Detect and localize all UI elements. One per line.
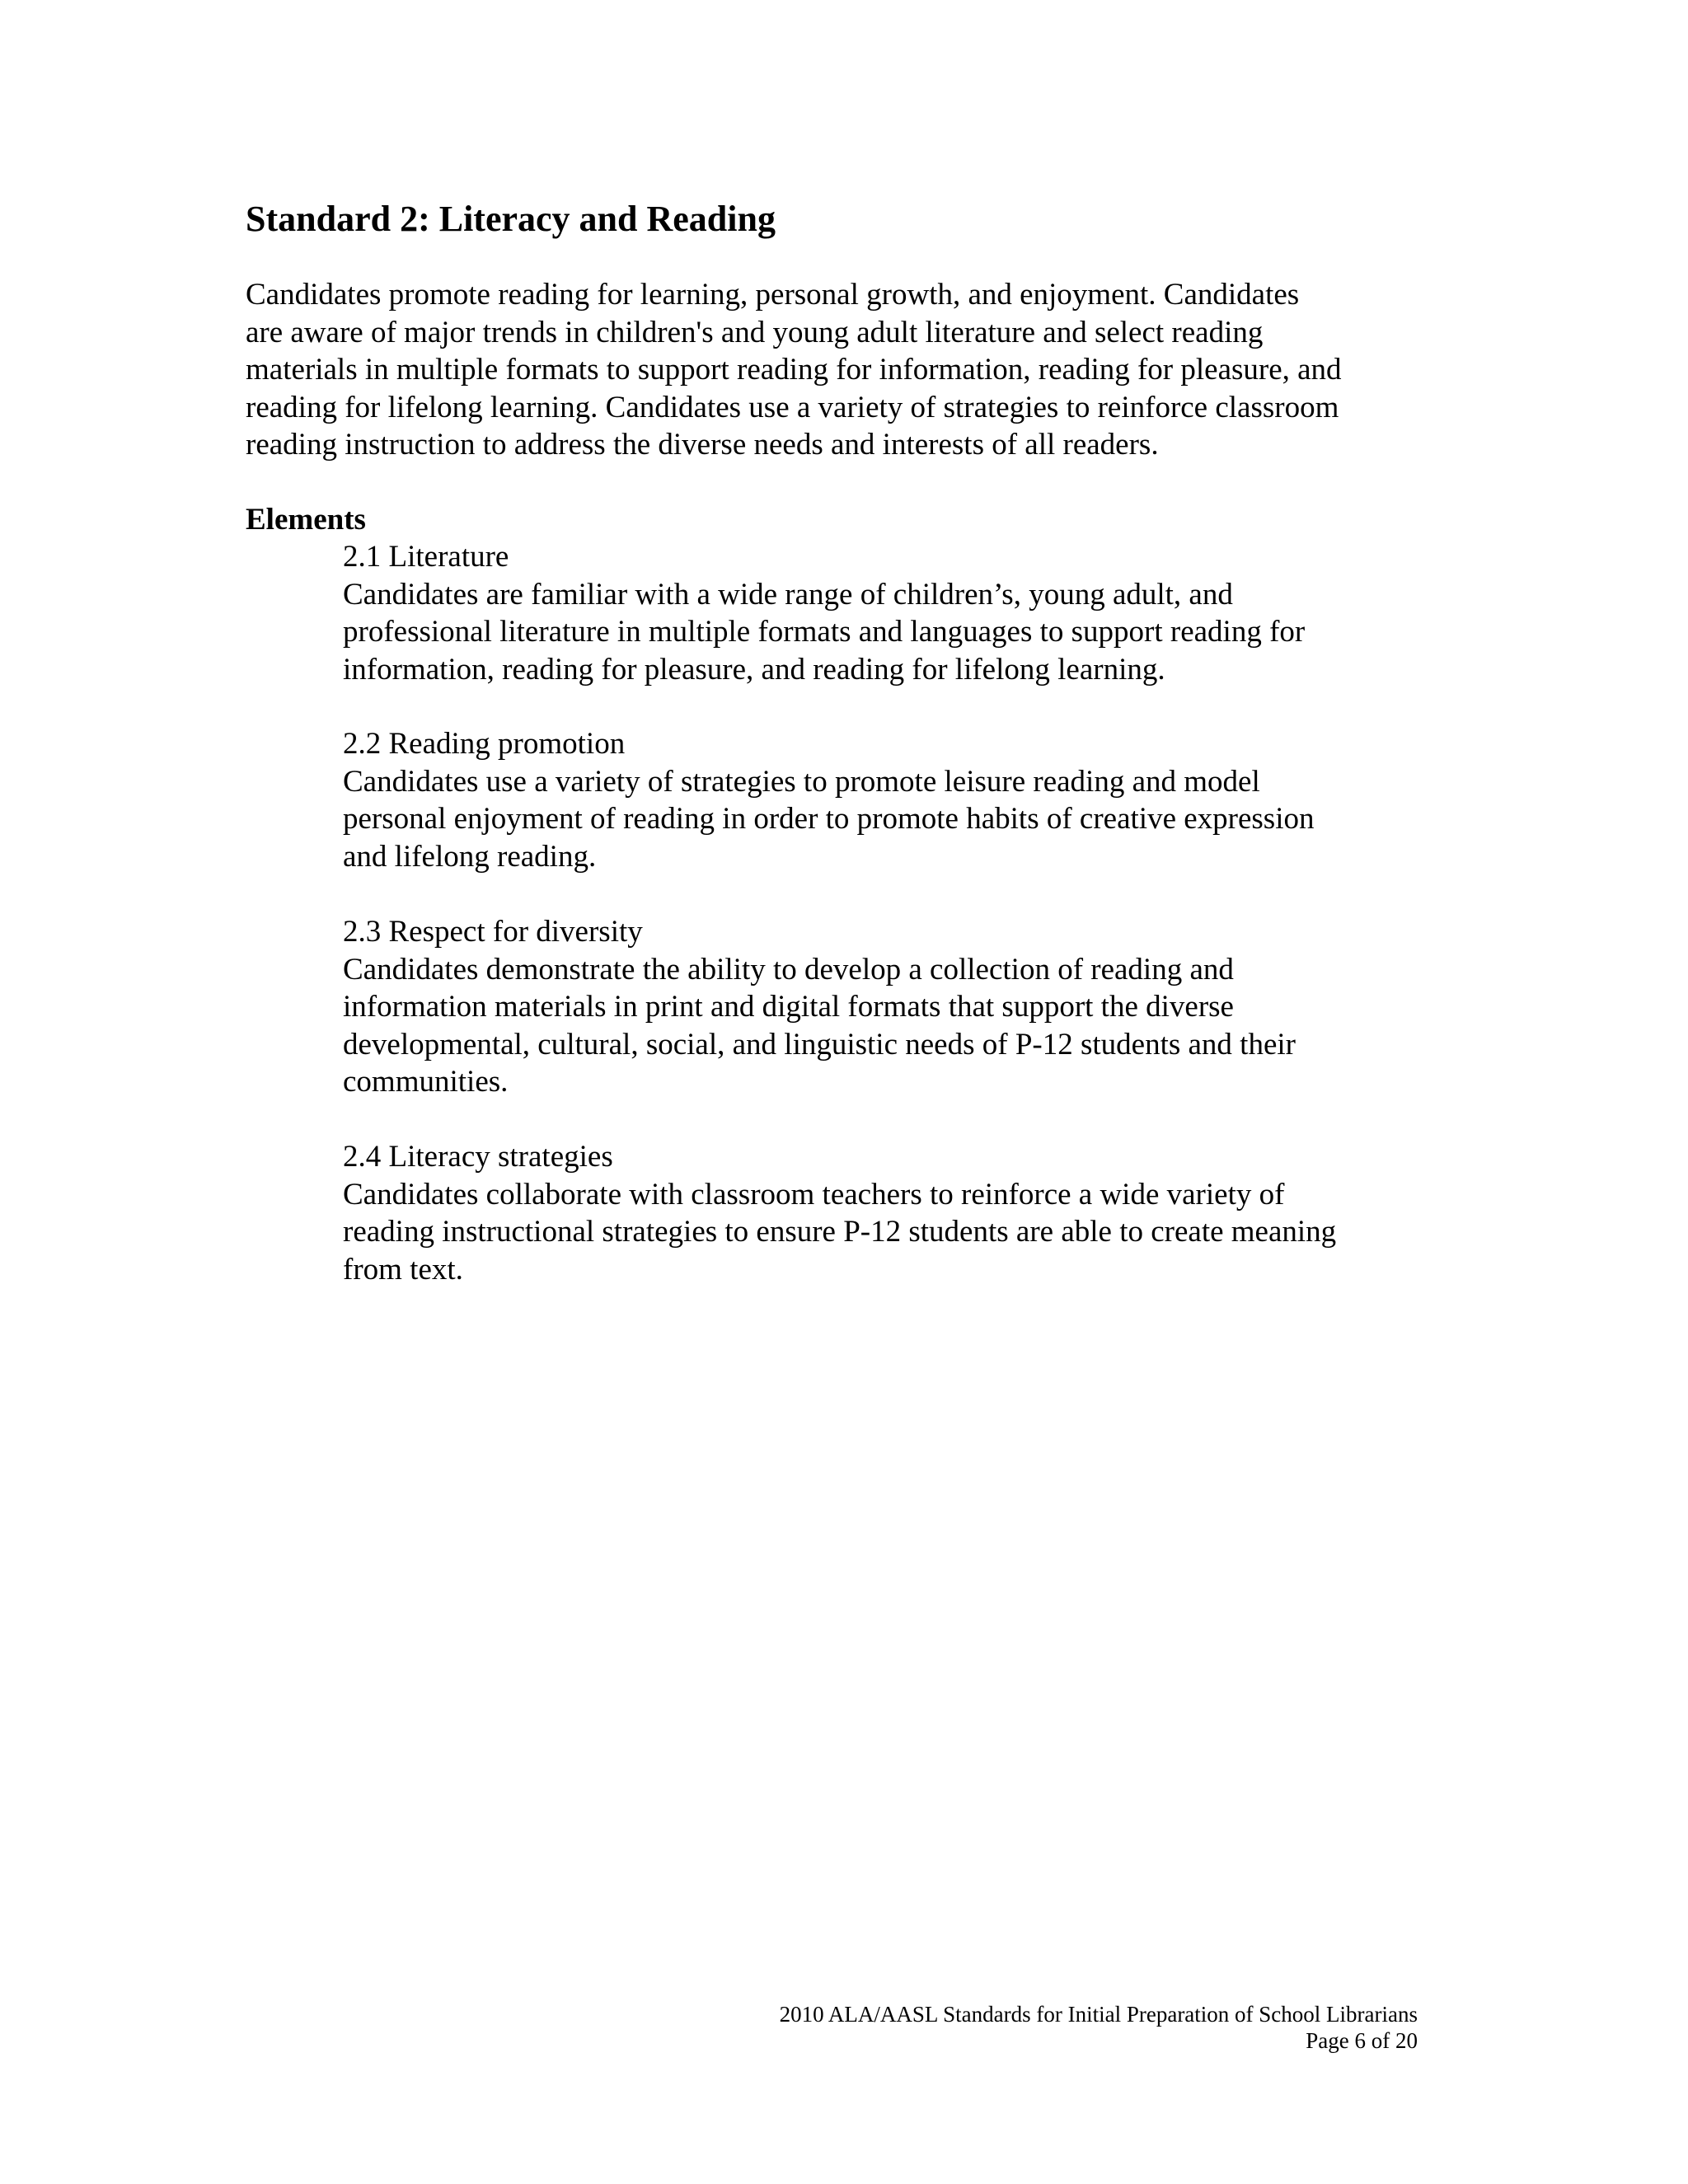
element-respect-for-diversity: [343, 913, 1296, 1101]
element-literature: [343, 538, 1305, 688]
element-line: reading instructional strategies to ensure P-12 students are able to create meaning: [343, 1215, 1337, 1249]
element-line: Candidates use a variety of strategies to promote leisure reading and model: [343, 764, 1260, 799]
element-line: developmental, cultural, social, and linguistic needs of P-12 students and their: [343, 1027, 1296, 1062]
footer-source: 2010 ALA/AASL Standards for Initial Preparation of School Librarians: [779, 2002, 1418, 2027]
intro-line: Candidates promote reading for learning, personal growth, and enjoyment. Candidates: [246, 278, 1300, 312]
element-line: professional literature in multiple formats and languages to support reading for: [343, 615, 1306, 649]
element-literacy-strategies: [343, 1138, 1336, 1288]
intro-line: are aware of major trends in children's and young adult literature and select reading: [246, 315, 1264, 349]
element-line: Candidates demonstrate the ability to develop a collection of reading and: [343, 952, 1234, 987]
element-line: information, reading for pleasure, and reading for lifelong learning.: [343, 652, 1165, 687]
element-reading-promotion: [343, 725, 1315, 875]
intro-paragraph: [246, 276, 1342, 464]
element-line: Candidates are familiar with a wide range of children’s, young adult, and: [343, 577, 1233, 612]
intro-line: reading instruction to address the diverse needs and interests of all readers.: [246, 428, 1159, 462]
element-line: and lifelong reading.: [343, 839, 597, 874]
element-line: communities.: [343, 1065, 509, 1099]
element-line: Candidates collaborate with classroom teachers to reinforce a wide variety of: [343, 1177, 1285, 1212]
element-title: 2.1 Literature: [343, 540, 509, 574]
page-footer: [780, 2001, 1418, 2054]
intro-line: materials in multiple formats to support reading for information, reading for pleasure, and: [246, 353, 1342, 387]
element-title: 2.2 Reading promotion: [343, 727, 626, 761]
intro-line: reading for lifelong learning. Candidates use a variety of strategies to reinforce classroom: [246, 390, 1339, 424]
element-line: information materials in print and digital formats that support the diverse: [343, 990, 1234, 1024]
page-number: Page 6 of 20: [1306, 2028, 1418, 2053]
elements-heading: Elements: [246, 503, 366, 537]
element-line: personal enjoyment of reading in order to promote habits of creative expression: [343, 802, 1315, 836]
page-title: Standard 2: Literacy and Reading: [246, 199, 776, 239]
element-line: from text.: [343, 1252, 463, 1286]
element-title: 2.3 Respect for diversity: [343, 915, 643, 949]
element-title: 2.4 Literacy strategies: [343, 1140, 613, 1174]
